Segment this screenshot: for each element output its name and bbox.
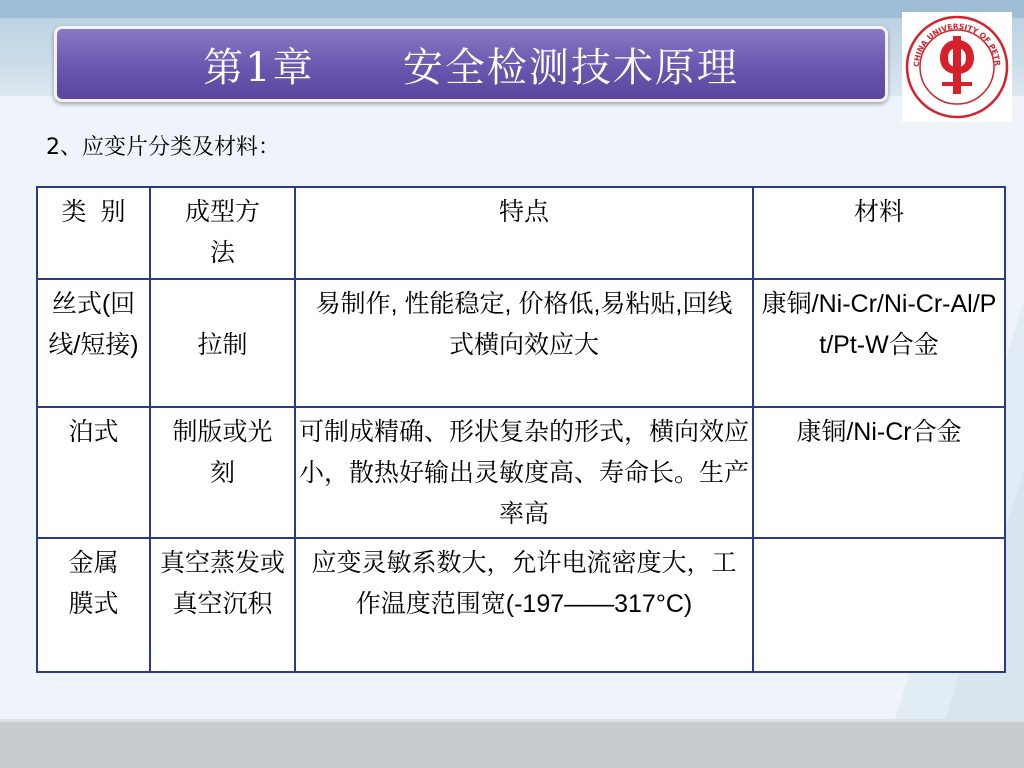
cell-materials [753,538,1005,672]
table-row [37,279,1005,407]
slide-title-banner [54,26,888,102]
strain-gauge-table [36,186,1006,673]
table-row [37,407,1005,538]
cell-features: 应变灵敏系数大，允许电流密度大，工作温度范围宽(-197——317°C) [295,538,753,672]
cell-category: 泊式 [37,407,150,538]
header-category: 类 别 [37,187,150,279]
background-bottom-band [0,722,1024,768]
header-forming-method: 成型方法 [150,187,295,279]
header-materials: 材料 [753,187,1005,279]
table-row [37,538,1005,672]
university-logo [902,12,1012,122]
cell-features: 可制成精确、形状复杂的形式，横向效应小，散热好输出灵敏度高、寿命长。生产率高 [295,407,753,538]
cell-forming-method: 制版或光刻 [150,407,295,538]
logo-text: CHINA UNIVERSITY OF PETR [911,21,1003,68]
cell-category: 金属膜式 [37,538,150,672]
table-header-row [37,187,1005,279]
cell-features: 易制作, 性能稳定, 价格低,易粘贴,回线式横向效应大 [295,279,753,407]
cell-forming-method: 拉制 [150,279,295,407]
cell-category: 丝式(回线/短接) [37,279,150,407]
header-features: 特点 [295,187,753,279]
cell-materials: 康铜/Ni-Cr合金 [753,407,1005,538]
cell-forming-method: 真空蒸发或真空沉积 [150,538,295,672]
slide-title: 第1章 安全检测技术原理 [203,44,739,91]
china-university-of-petroleum-logo-icon [902,12,1012,122]
cell-materials: 康铜/Ni-Cr/Ni-Cr-Al/Pt/Pt-W合金 [753,279,1005,407]
section-subtitle: 2、应变片分类及材料： [46,135,280,160]
